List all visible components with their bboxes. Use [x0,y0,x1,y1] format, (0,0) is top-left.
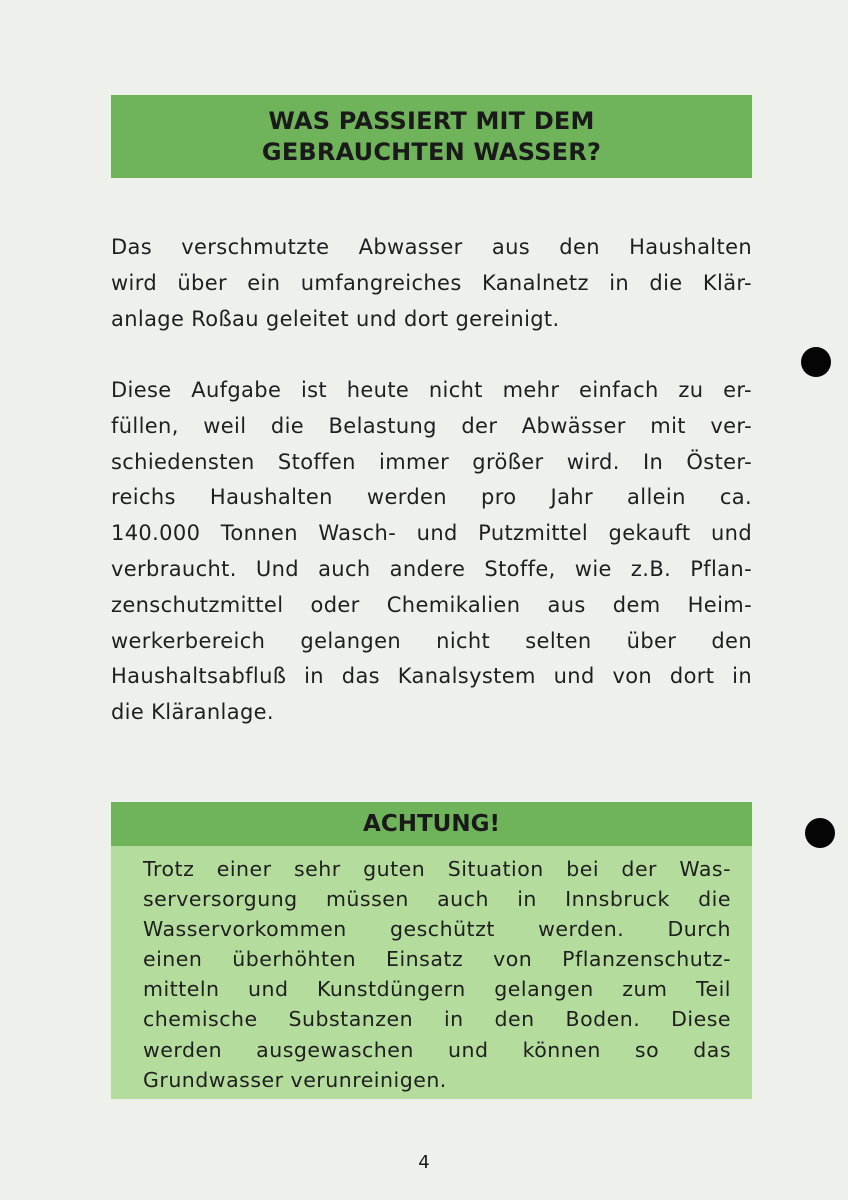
heading-line-2: GEBRAUCHTEN WASSER? [261,137,602,166]
text-line: anlage Roßau geleitet und dort gereinigt. [111,306,560,331]
page-number: 4 [418,1152,430,1173]
text-line: 140.000 Tonnen Wasch- und Putzmittel gekauft und [111,521,752,546]
text-line: werkerbereich gelangen nicht selten über den [111,628,752,653]
page-heading [111,95,752,178]
heading-line-1: WAS PASSIERT MIT DEM [268,106,595,135]
text-line: schiedensten Stoffen immer größer wird. In Öster- [111,449,752,474]
warning-line: Grundwasser verunreinigen. [143,1067,447,1092]
punch-hole [805,818,835,848]
warning-line: chemische Substanzen in den Boden. Diese [143,1007,731,1032]
text-line: Diese Aufgabe ist heute nicht mehr einfach zu er- [111,378,752,402]
text-line: wird über ein umfangreiches Kanalnetz in die Klär- [111,270,752,295]
warning-box [111,802,752,1099]
warning-line: werden ausgewaschen und können so das [143,1037,731,1062]
text-line: Haushaltsabfluß in das Kanalsystem und von dort in [111,664,752,689]
text-line: verbraucht. Und auch andere Stoffe, wie z.B. Pflan- [111,556,752,581]
warning-line: Wasservorkommen geschützt werden. Durch [143,917,731,942]
warning-text [143,854,731,1095]
paragraph-burden [111,373,752,731]
text-line: füllen, weil die Belastung der Abwässer mit ver- [111,413,752,438]
warning-header [111,802,752,846]
text-line: zenschutzmittel oder Chemikalien aus dem Heim- [111,592,752,617]
text-line: Das verschmutzte Abwasser aus den Haushalten [111,235,752,259]
text-line: reichs Haushalten werden pro Jahr allein ca. [111,485,752,510]
warning-line: serversorgung müssen auch in Innsbruck die [143,887,731,912]
text-line: die Kläranlage. [111,700,274,725]
warning-line: Trotz einer sehr guten Situation bei der Was- [143,857,731,881]
paragraph-intro [111,230,752,337]
punch-hole [801,347,831,377]
warning-line: mitteln und Kunstdüngern gelangen zum Teil [143,977,731,1002]
warning-line: einen überhöhten Einsatz von Pflanzenschutz- [143,947,731,972]
warning-title: ACHTUNG! [363,811,500,837]
